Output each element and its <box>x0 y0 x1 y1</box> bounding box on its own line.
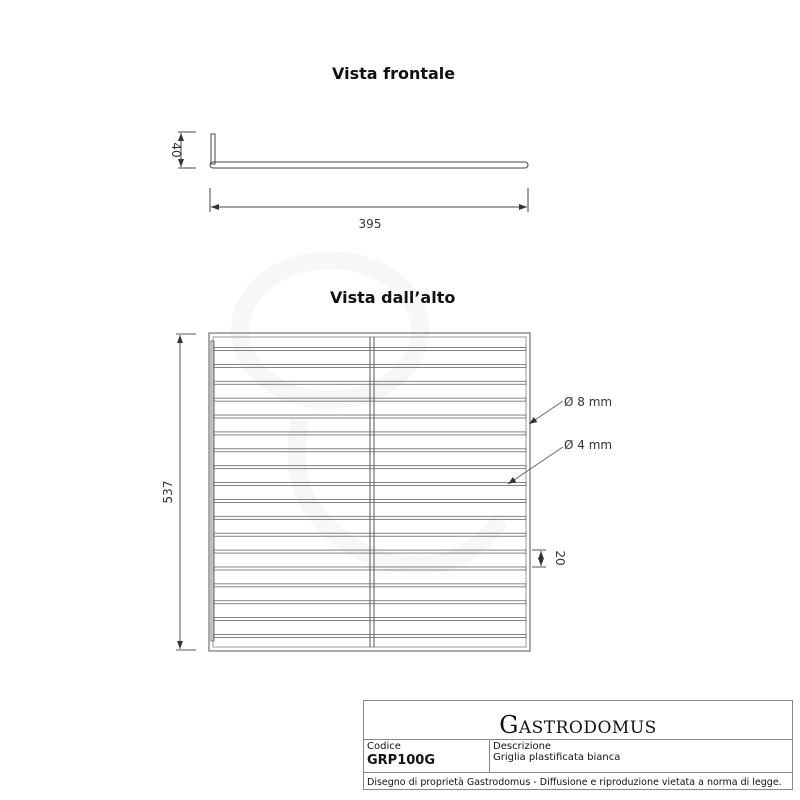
outer-wire-label: Ø 8 mm <box>564 395 613 409</box>
logo-text: GASTRODOMUS <box>499 711 657 739</box>
front-height-dim: 40 <box>169 142 183 158</box>
product-description: Griglia plastificata bianca <box>493 752 621 763</box>
top-height-dim: 537 <box>161 480 175 504</box>
title-block <box>363 700 793 790</box>
inner-wire-label: Ø 4 mm <box>564 438 613 452</box>
company-logo <box>364 701 792 740</box>
description-label: Descrizione <box>493 741 552 752</box>
code-label: Codice <box>367 741 401 752</box>
top-view-title: Vista dall’alto <box>330 288 456 307</box>
spacing-dim: 20 <box>553 550 567 566</box>
top-view <box>176 333 563 651</box>
front-view <box>178 132 528 212</box>
product-code: GRP100G <box>367 753 436 768</box>
front-width-dim: 395 <box>358 217 382 231</box>
front-view-title: Vista frontale <box>332 64 456 83</box>
ownership-notice: Disegno di proprietà Gastrodomus - Diffusione e riproduzione vietata a norma di legge. <box>367 777 782 788</box>
